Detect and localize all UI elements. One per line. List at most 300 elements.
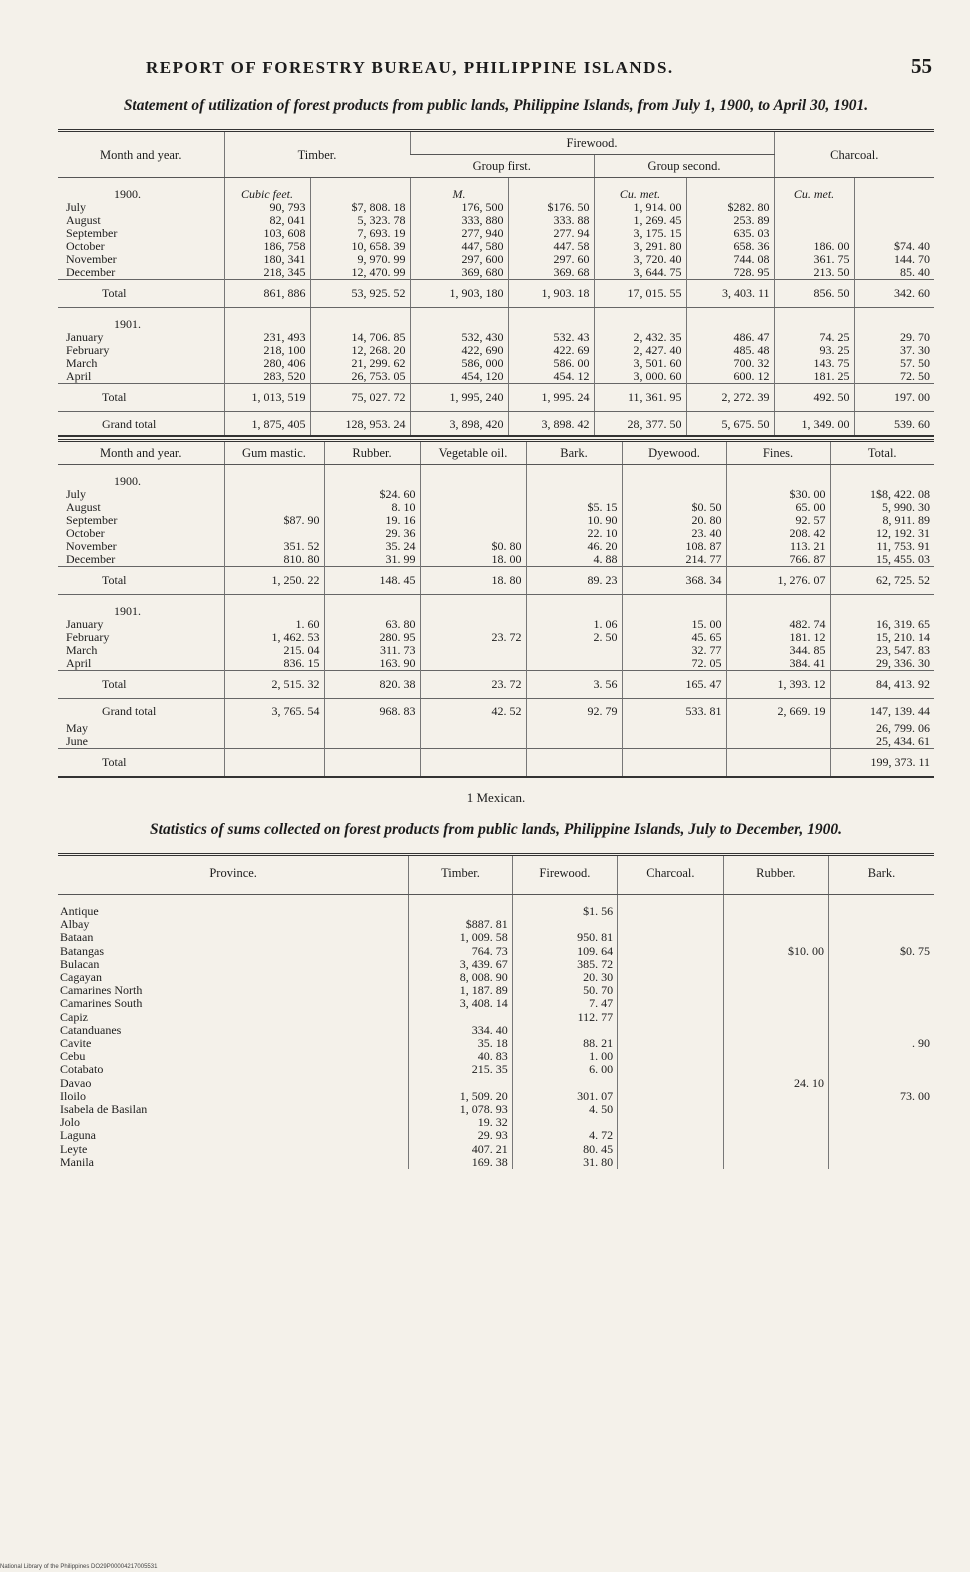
value-cell: [618, 1090, 723, 1103]
value-cell: 181. 25: [774, 370, 854, 384]
province-name: Albay: [60, 918, 90, 932]
value-cell: 29. 70: [854, 331, 934, 344]
value-cell: [854, 214, 934, 227]
value-cell: 1. 00: [512, 1050, 617, 1063]
value-cell: 112. 77: [512, 1011, 617, 1024]
value-cell: 163. 90: [324, 657, 420, 671]
table3-caption: Statistics of sums collected on forest products from public lands, Philippine Islands, July to December, 1900.: [150, 821, 842, 838]
value-cell: $1. 56: [512, 905, 617, 918]
value-cell: [618, 971, 723, 984]
value-cell: 447. 58: [508, 240, 594, 253]
total-cell: 84, 413. 92: [830, 671, 934, 699]
header-cell: Bark.: [829, 855, 934, 895]
total-cell: 11, 361. 95: [594, 384, 686, 412]
total-cell: 89. 23: [526, 567, 622, 595]
value-cell: 35. 24: [324, 540, 420, 553]
spacer-cell: [829, 895, 934, 906]
value-cell: [409, 1011, 512, 1024]
grand-total-cell: 3, 898, 420: [410, 412, 508, 437]
total-row: [58, 280, 934, 308]
value-cell: [723, 1156, 828, 1169]
value-cell: 4. 88: [526, 553, 622, 567]
value-cell: [723, 931, 828, 944]
grand-total-cell: 147, 139. 44: [830, 699, 934, 723]
value-cell: 280. 95: [324, 631, 420, 644]
value-cell: 586. 00: [508, 357, 594, 370]
grand-total-cell: 968. 83: [324, 699, 420, 723]
row-label: April: [66, 370, 92, 383]
total-cell: 820. 38: [324, 671, 420, 699]
value-cell: $87. 90: [224, 514, 324, 527]
value-cell: [420, 722, 526, 735]
total-cell: 62, 725. 52: [830, 567, 934, 595]
value-cell: [829, 958, 934, 971]
value-cell: [829, 1129, 934, 1142]
grand-total-cell: 128, 953. 24: [310, 412, 410, 437]
final-total-cell: [622, 749, 726, 778]
value-cell: [723, 1037, 828, 1050]
total-cell: 368. 34: [622, 567, 726, 595]
province-name: Isabela de Basilan: [60, 1103, 148, 1117]
province-name: Camarines North: [60, 984, 143, 998]
value-cell: 10, 658. 39: [310, 240, 410, 253]
header-cell: Fines.: [726, 441, 830, 465]
final-total-cell: [420, 749, 526, 778]
province-name: Davao: [60, 1076, 92, 1090]
province-name: Bataan: [60, 931, 94, 945]
year-row: [58, 465, 934, 489]
row-label: October: [66, 240, 105, 253]
table-row: [58, 657, 934, 671]
table-row: [58, 553, 934, 567]
value-cell: 8. 10: [324, 501, 420, 514]
value-cell: [618, 1129, 723, 1142]
province-name: Cotabato: [60, 1063, 104, 1077]
total-cell: 1, 393. 12: [726, 671, 830, 699]
value-cell: [409, 1077, 512, 1090]
header-cell: Bark.: [526, 441, 622, 465]
value-cell: [723, 1063, 828, 1076]
unit-cell: M.: [410, 178, 508, 202]
value-cell: [618, 1156, 723, 1169]
row-label: September: [66, 514, 118, 527]
total-cell: 1, 250. 22: [224, 567, 324, 595]
empty-cell: [420, 465, 526, 489]
value-cell: 11, 753. 91: [830, 540, 934, 553]
header-group-first: Group first.: [410, 155, 594, 178]
row-label: October: [66, 527, 105, 540]
header-cell: Month and year.: [58, 441, 224, 465]
value-cell: 1, 187. 89: [409, 984, 512, 997]
value-cell: [224, 488, 324, 501]
row-label: September: [66, 227, 118, 240]
value-cell: 764. 73: [409, 945, 512, 958]
total-cell: 75, 027. 72: [310, 384, 410, 412]
year-label: 1901.: [114, 604, 141, 618]
value-cell: [224, 735, 324, 749]
value-cell: $7, 808. 18: [310, 201, 410, 214]
total-label: Total: [58, 280, 224, 308]
value-cell: 9, 970. 99: [310, 253, 410, 266]
spacer-row: [58, 895, 934, 906]
header-charcoal: Charcoal.: [774, 131, 934, 178]
value-cell: 74. 25: [774, 331, 854, 344]
row-label: December: [66, 553, 116, 566]
value-cell: 24. 10: [723, 1077, 828, 1090]
value-cell: [618, 1037, 723, 1050]
value-cell: 45. 65: [622, 631, 726, 644]
value-cell: [618, 1011, 723, 1024]
value-cell: 23. 40: [622, 527, 726, 540]
value-cell: 1. 06: [526, 618, 622, 631]
value-cell: [618, 905, 723, 918]
province-name: Leyte: [60, 1142, 88, 1156]
value-cell: 280, 406: [224, 357, 310, 370]
header-cell: Province.: [58, 855, 409, 895]
province-name: Manila: [60, 1155, 94, 1169]
final-total-row: [58, 749, 934, 778]
value-cell: 63. 80: [324, 618, 420, 631]
value-cell: 37. 30: [854, 344, 934, 357]
total-cell: 2, 515. 32: [224, 671, 324, 699]
grand-total-cell: 92. 79: [526, 699, 622, 723]
value-cell: 109. 64: [512, 945, 617, 958]
value-cell: $282. 80: [686, 201, 774, 214]
total-cell: 3. 56: [526, 671, 622, 699]
spacer-cell: [58, 895, 409, 906]
table1-caption: Statement of utilization of forest products from public lands, Philippine Islands, from July 1, 1900, to April 30, 1901.: [123, 97, 869, 114]
empty-cell: [224, 308, 310, 332]
header-cell: Dyewood.: [622, 441, 726, 465]
value-cell: . 90: [829, 1037, 934, 1050]
value-cell: [723, 1050, 828, 1063]
row-label: February: [66, 344, 110, 357]
value-cell: 231, 493: [224, 331, 310, 344]
table-row: [58, 370, 934, 384]
value-cell: 26, 799. 06: [830, 722, 934, 735]
value-cell: [829, 1063, 934, 1076]
total-cell: 861, 886: [224, 280, 310, 308]
value-cell: [618, 1143, 723, 1156]
header-cell: Vegetable oil.: [420, 441, 526, 465]
row-label: August: [66, 214, 101, 227]
value-cell: 385. 72: [512, 958, 617, 971]
province-name: Iloilo: [60, 1089, 86, 1103]
value-cell: 333. 88: [508, 214, 594, 227]
grand-total-cell: 42. 52: [420, 699, 526, 723]
value-cell: [726, 722, 830, 735]
province-name: Cebu: [60, 1050, 86, 1064]
value-cell: 180, 341: [224, 253, 310, 266]
header-cell: Rubber.: [324, 441, 420, 465]
value-cell: [618, 958, 723, 971]
empty-cell: [622, 465, 726, 489]
value-cell: [723, 905, 828, 918]
header-month: Month and year.: [58, 131, 224, 178]
empty-cell: [622, 595, 726, 619]
value-cell: 103, 608: [224, 227, 310, 240]
value-cell: 283, 520: [224, 370, 310, 384]
row-label: February: [66, 631, 110, 644]
value-cell: 181. 12: [726, 631, 830, 644]
value-cell: 485. 48: [686, 344, 774, 357]
province-name: Bulacan: [60, 957, 100, 971]
value-cell: [854, 201, 934, 214]
empty-cell: [224, 465, 324, 489]
value-cell: 635. 03: [686, 227, 774, 240]
value-cell: 215. 35: [409, 1063, 512, 1076]
value-cell: 1, 462. 53: [224, 631, 324, 644]
value-cell: 297. 60: [508, 253, 594, 266]
value-cell: [723, 1090, 828, 1103]
value-cell: [512, 1077, 617, 1090]
value-cell: 586, 000: [410, 357, 508, 370]
value-cell: 25, 434. 61: [830, 735, 934, 749]
value-cell: 3, 501. 60: [594, 357, 686, 370]
value-cell: 15. 00: [622, 618, 726, 631]
empty-cell: [526, 595, 622, 619]
row-label: July: [66, 488, 87, 501]
value-cell: [618, 1050, 723, 1063]
total-row: [58, 384, 934, 412]
grand-total-cell: 539. 60: [854, 412, 934, 437]
final-total-cell: [224, 749, 324, 778]
value-cell: 72. 50: [854, 370, 934, 384]
unit-cell: [310, 178, 410, 202]
value-cell: [829, 1116, 934, 1129]
value-cell: 35. 18: [409, 1037, 512, 1050]
value-cell: 4. 50: [512, 1103, 617, 1116]
total-cell: 18. 80: [420, 567, 526, 595]
empty-cell: [774, 308, 854, 332]
value-cell: 57. 50: [854, 357, 934, 370]
empty-cell: [830, 465, 934, 489]
value-cell: [324, 722, 420, 735]
value-cell: 7. 47: [512, 997, 617, 1010]
total-cell: 1, 903. 18: [508, 280, 594, 308]
value-cell: 454, 120: [410, 370, 508, 384]
year-label: 1900.: [114, 187, 141, 201]
empty-cell: [508, 308, 594, 332]
header-group-second: Group second.: [594, 155, 774, 178]
value-cell: $5. 15: [526, 501, 622, 514]
value-cell: [420, 488, 526, 501]
value-cell: $176. 50: [508, 201, 594, 214]
value-cell: [829, 997, 934, 1010]
table-row: [58, 1129, 934, 1142]
value-cell: 113. 21: [726, 540, 830, 553]
value-cell: 1, 078. 93: [409, 1103, 512, 1116]
year-row: [58, 178, 934, 202]
value-cell: 213. 50: [774, 266, 854, 280]
value-cell: [723, 918, 828, 931]
row-label: April: [66, 657, 92, 670]
library-stamp: National Library of the Philippines DO29P00004217005531: [0, 1564, 158, 1570]
table-row: [58, 1077, 934, 1090]
value-cell: $74. 40: [854, 240, 934, 253]
value-cell: 14, 706. 85: [310, 331, 410, 344]
value-cell: 18. 00: [420, 553, 526, 567]
value-cell: 40. 83: [409, 1050, 512, 1063]
row-label: March: [66, 357, 98, 370]
value-cell: 3, 175. 15: [594, 227, 686, 240]
grand-total-cell: 533. 81: [622, 699, 726, 723]
value-cell: 361. 75: [774, 253, 854, 266]
total-cell: 165. 47: [622, 671, 726, 699]
value-cell: 600. 12: [686, 370, 774, 384]
value-cell: 447, 580: [410, 240, 508, 253]
value-cell: [723, 997, 828, 1010]
value-cell: 344. 85: [726, 644, 830, 657]
empty-cell: [526, 465, 622, 489]
value-cell: $24. 60: [324, 488, 420, 501]
value-cell: 72. 05: [622, 657, 726, 671]
value-cell: [726, 735, 830, 749]
value-cell: 80. 45: [512, 1143, 617, 1156]
value-cell: 6. 00: [512, 1063, 617, 1076]
empty-cell: [420, 595, 526, 619]
value-cell: 3, 408. 14: [409, 997, 512, 1010]
row-label: August: [66, 501, 101, 514]
header-cell: Firewood.: [512, 855, 617, 895]
unit-cell: [854, 178, 934, 202]
value-cell: 311. 73: [324, 644, 420, 657]
value-cell: 20. 30: [512, 971, 617, 984]
value-cell: [829, 1143, 934, 1156]
value-cell: 422, 690: [410, 344, 508, 357]
value-cell: 369. 68: [508, 266, 594, 280]
row-label: July: [66, 201, 87, 214]
value-cell: $10. 00: [723, 945, 828, 958]
value-cell: 700. 32: [686, 357, 774, 370]
value-cell: [618, 1024, 723, 1037]
value-cell: [774, 214, 854, 227]
value-cell: 218, 100: [224, 344, 310, 357]
value-cell: [618, 1103, 723, 1116]
value-cell: 3, 291. 80: [594, 240, 686, 253]
empty-cell: [324, 465, 420, 489]
province-name: Cagayan: [60, 971, 102, 985]
value-cell: [829, 971, 934, 984]
value-cell: [618, 918, 723, 931]
value-cell: 32. 77: [622, 644, 726, 657]
value-cell: 31. 80: [512, 1156, 617, 1169]
total-cell: 1, 995, 240: [410, 384, 508, 412]
value-cell: [420, 501, 526, 514]
row-label: January: [66, 331, 104, 344]
empty-cell: [224, 595, 324, 619]
value-cell: 454. 12: [508, 370, 594, 384]
value-cell: [526, 735, 622, 749]
value-cell: [723, 984, 828, 997]
total-cell: 1, 276. 07: [726, 567, 830, 595]
province-name: Antique: [60, 905, 99, 918]
value-cell: 29, 336. 30: [830, 657, 934, 671]
province-name: Cavite: [60, 1037, 92, 1051]
table-row: [58, 945, 934, 958]
value-cell: 351. 52: [224, 540, 324, 553]
province-name: Catanduanes: [60, 1023, 122, 1037]
grand-total-label: Grand total: [102, 704, 157, 718]
value-cell: 50. 70: [512, 984, 617, 997]
total-cell: 1, 903, 180: [410, 280, 508, 308]
row-label: November: [66, 253, 117, 266]
value-cell: 2, 432. 35: [594, 331, 686, 344]
value-cell: 3, 439. 67: [409, 958, 512, 971]
empty-cell: [594, 308, 686, 332]
value-cell: [723, 1129, 828, 1142]
value-cell: 46. 20: [526, 540, 622, 553]
value-cell: [622, 735, 726, 749]
value-cell: [420, 644, 526, 657]
row-label: March: [66, 644, 98, 657]
table-row: [58, 1063, 934, 1076]
value-cell: 301. 07: [512, 1090, 617, 1103]
page: [58, 48, 934, 1169]
value-cell: 92. 57: [726, 514, 830, 527]
value-cell: [723, 1011, 828, 1024]
value-cell: 277, 940: [410, 227, 508, 240]
total-cell: 148. 45: [324, 567, 420, 595]
value-cell: 108. 87: [622, 540, 726, 553]
total-row: [58, 567, 934, 595]
row-label: November: [66, 540, 117, 553]
value-cell: $0. 50: [622, 501, 726, 514]
value-cell: 810. 80: [224, 553, 324, 567]
value-cell: [723, 1024, 828, 1037]
value-cell: 532. 43: [508, 331, 594, 344]
value-cell: 90, 793: [224, 201, 310, 214]
value-cell: 5, 990. 30: [830, 501, 934, 514]
grand-total-cell: 2, 669. 19: [726, 699, 830, 723]
value-cell: [829, 1077, 934, 1090]
empty-cell: [726, 595, 830, 619]
value-cell: 766. 87: [726, 553, 830, 567]
value-cell: [774, 201, 854, 214]
value-cell: 26, 753. 05: [310, 370, 410, 384]
value-cell: [618, 997, 723, 1010]
value-cell: 1, 269. 45: [594, 214, 686, 227]
value-cell: 333, 880: [410, 214, 508, 227]
total-label: Total: [58, 671, 224, 699]
grand-total-label: Grand total: [102, 417, 157, 431]
header-cell: Rubber.: [723, 855, 828, 895]
value-cell: [618, 984, 723, 997]
value-cell: [829, 1050, 934, 1063]
value-cell: 658. 36: [686, 240, 774, 253]
value-cell: [420, 735, 526, 749]
row-label: May: [66, 722, 88, 735]
value-cell: [723, 958, 828, 971]
grand-total-row: [58, 412, 934, 437]
value-cell: [829, 931, 934, 944]
value-cell: [420, 514, 526, 527]
value-cell: [324, 735, 420, 749]
unit-cell: [686, 178, 774, 202]
value-cell: [526, 722, 622, 735]
value-cell: [526, 657, 622, 671]
header-cell: Timber.: [409, 855, 512, 895]
value-cell: [618, 945, 723, 958]
final-total-cell: [526, 749, 622, 778]
value-cell: 19. 16: [324, 514, 420, 527]
year-label: 1901.: [114, 317, 141, 331]
value-cell: 8, 008. 90: [409, 971, 512, 984]
total-cell: 856. 50: [774, 280, 854, 308]
value-cell: $0. 80: [420, 540, 526, 553]
total-cell: 342. 60: [854, 280, 934, 308]
unit-cell: Cu. met.: [594, 178, 686, 202]
